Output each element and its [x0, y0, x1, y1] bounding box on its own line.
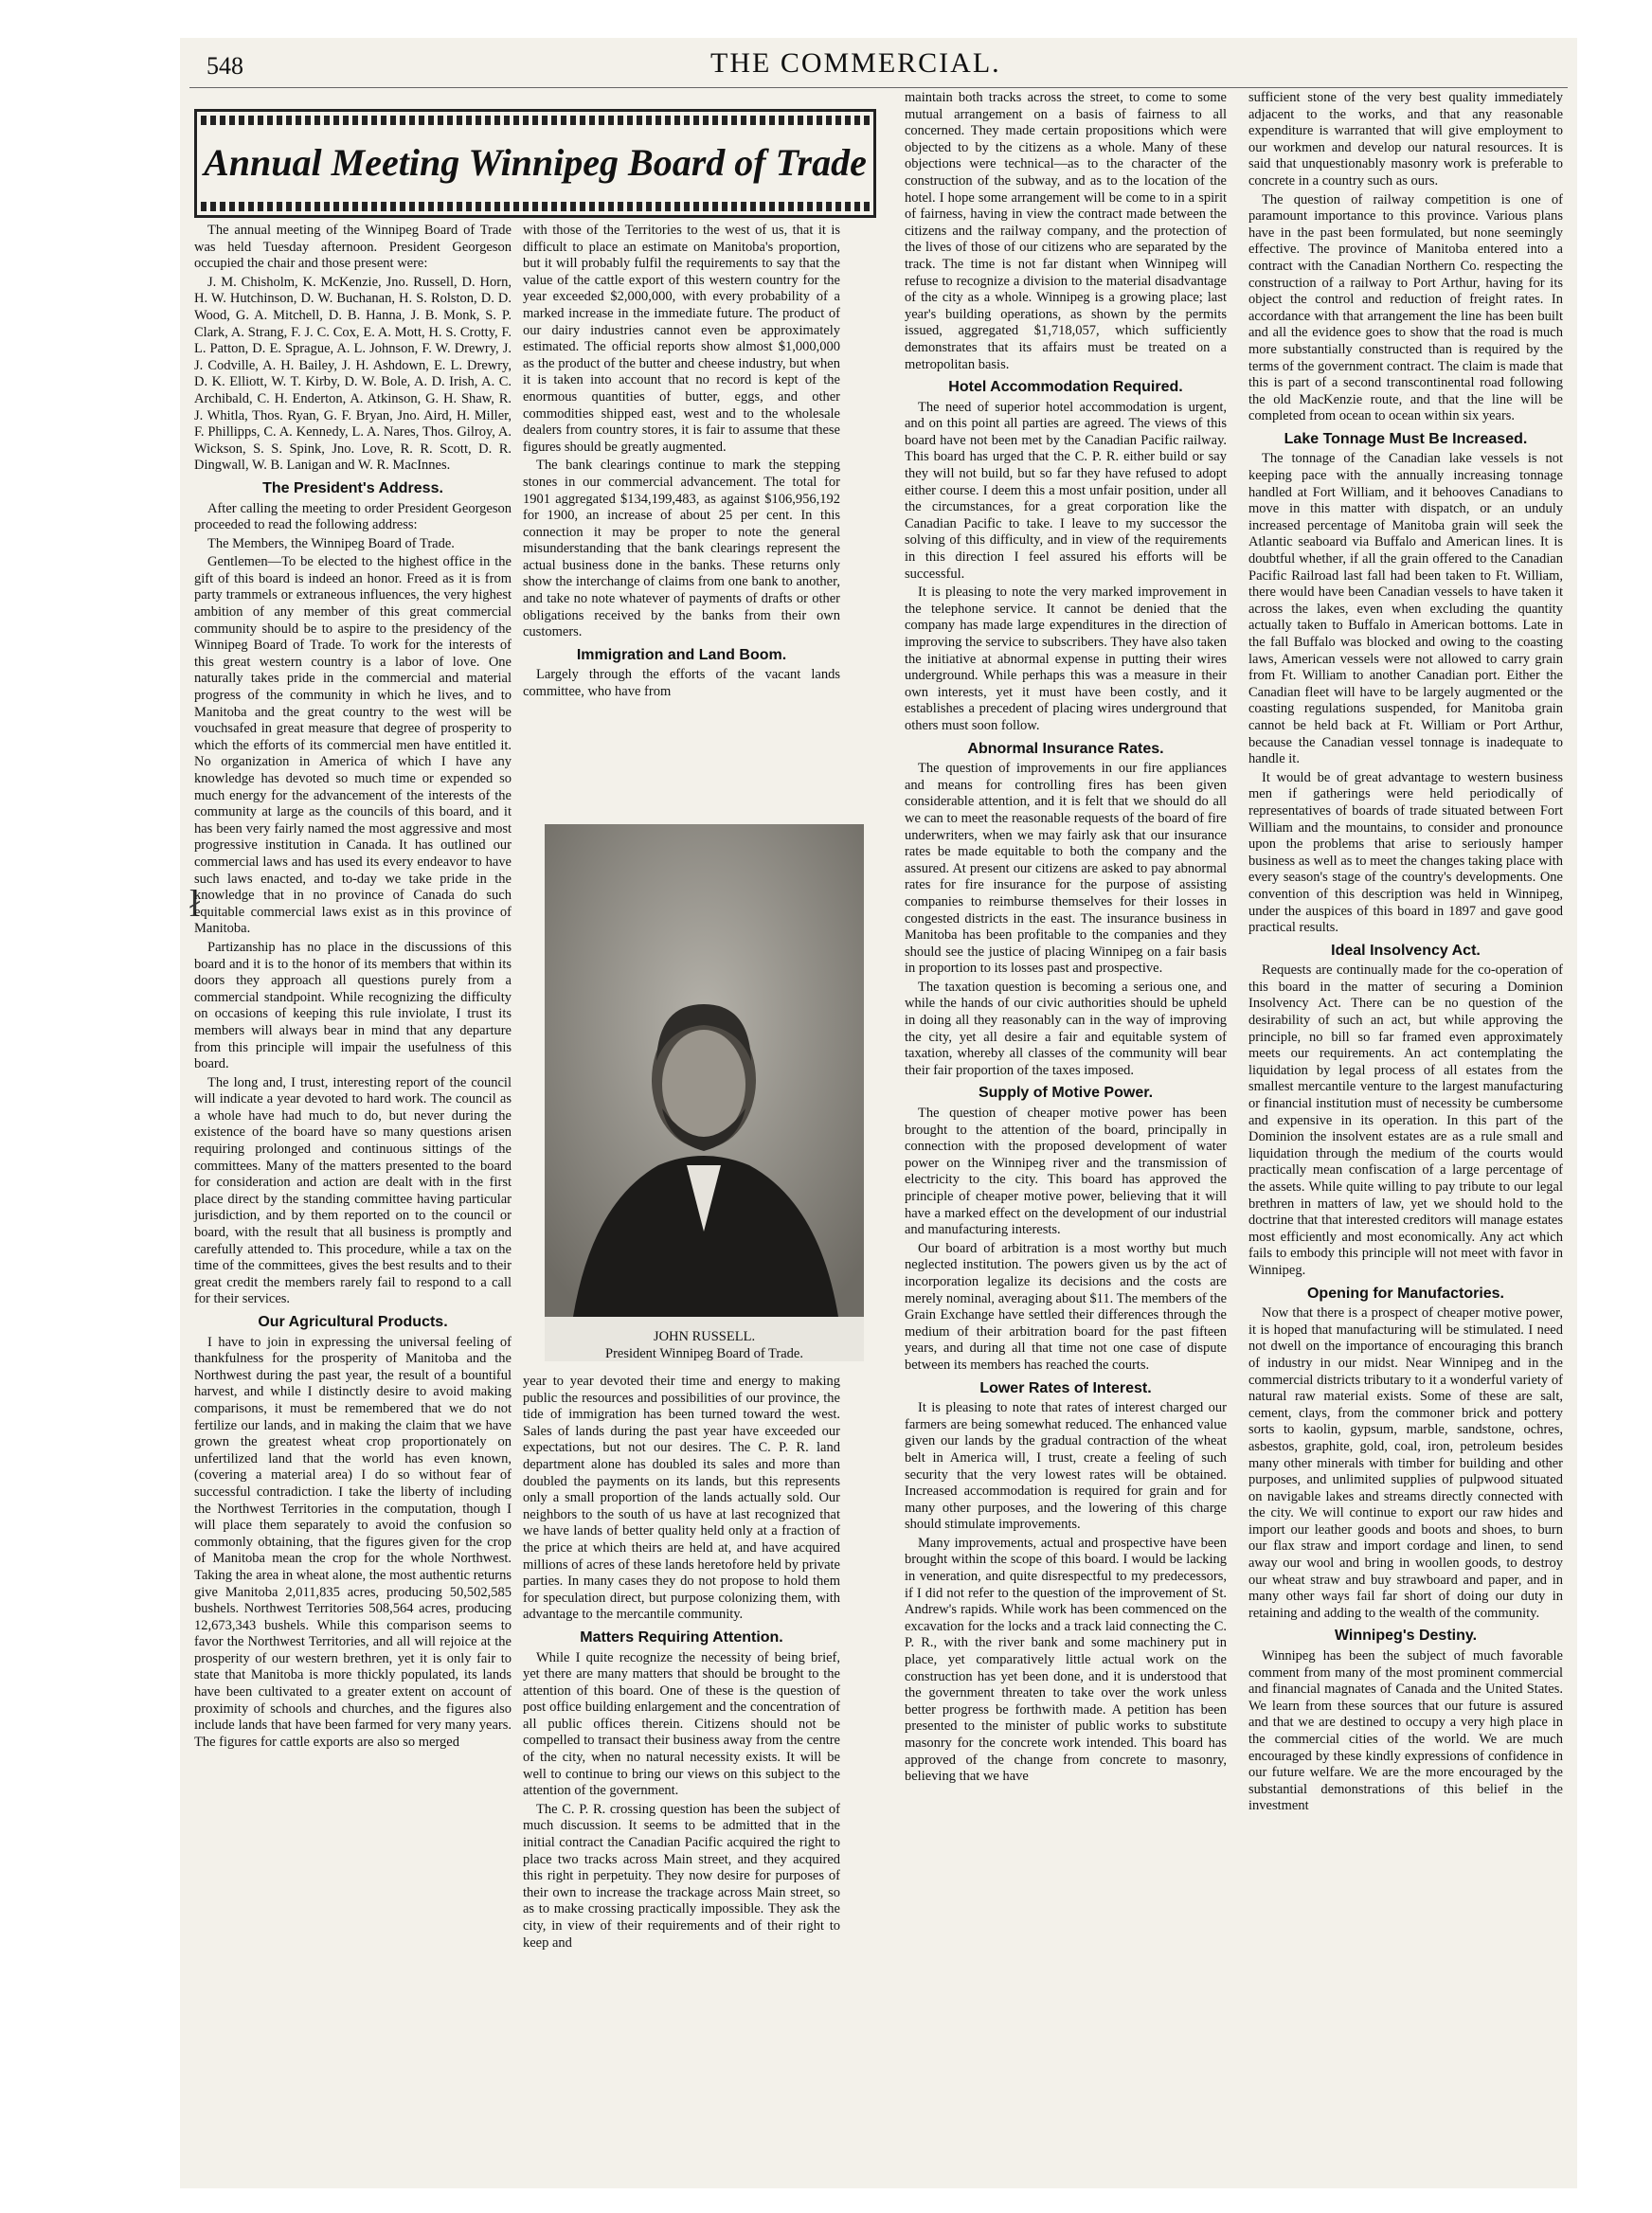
- heading-winnipegs-destiny: Winnipeg's Destiny.: [1334, 1628, 1478, 1645]
- header-rule: [189, 87, 1568, 88]
- heading-matters-requiring-attention: Matters Requiring Attention.: [580, 1628, 783, 1646]
- banner-border-bottom: [201, 202, 870, 211]
- paragraph: The bank clearings continue to mark the stepping stones in our commercial advancement. The total for 1901 aggregated $134,199,483, as against $106,956,192 for 1900, an increase of about 25 per cent. In this connection it may be proper to note the general misunderstanding that the bank clearings represent the actual business done in the banks. These returns only show the interchange of claims from one bank to another, and take no note whatever of payments of drafts or other obligations received by the banks from their own customers.: [523, 458, 840, 640]
- paragraph: The long and, I trust, interesting report of the council will indicate a year devoted to hard work. The council as a whole have had much to do, but never during the existence of the board have so many questions arisen requiring prolonged and continuous sittings of the committees. Many of the matters presented to the board for consideration and action are dealt with in the first place direct by the standing committee having particular jurisdiction, and by them reported on to the council or board, with the result that all business is promptly and carefully attended to. This procedure, while a tax on the time of the committees, gives the best results and to their great credit the members rarely fail to respond to a call for their services.: [194, 1074, 512, 1307]
- heading-presidents-address: The President's Address.: [262, 479, 443, 496]
- gutter-mark: ł: [189, 882, 201, 925]
- paragraph: The question of railway competition is one of paramount importance to this province. Various plans have in the past been formulated, but none seemingly effective. The province of Manitoba entered into a contract with the Canadian Northern Co. respecting the construction of a railway to Port Arthur, having for its object the control and reduction of freight rates. In accordance with that arrangement the line has been built and all the evidence goes to show that the road is much more substantially constructed than is required by the terms of the government contract. The claim is made that this is part of a second transcontinental road following the old MacKenzie route, and that the line will be completed from ocean to ocean within six years.: [1248, 191, 1563, 424]
- paragraph: The question of improvements in our fire appliances and means for controlling fires has been given considerable attention, and it is felt that we should do all we can to meet the reasonable requests of the board of fire underwriters, when we may fairly ask that our insurance rates be made equitable to both the company and the assured. At present our citizens are asked to pay abnormal rates for fire insurance for the purpose of assisting companies to reimburse themselves for their losses in congested districts in the east. The insurance business in Manitoba has been profitable to the companies and they should see the justice of placing Winnipeg on a fair basis in proportion to its losses past and prospective.: [905, 761, 1227, 977]
- paragraph: The tonnage of the Canadian lake vessels is not keeping pace with the annually increasing tonnage handled at Fort William, and it behooves Canadians to move in this matter with dispatch, or an unduly increased percentage of Manitoba grain will seek the Atlantic seaboard via Buffalo and American lines. It is doubtful whether, if all the grain offered to the Canadian Pacific Railroad last fall had been taken to Ft. William, there would have been Canadian vessels to have taken it across the lakes, even when excluding the quantity actually taken to Buffalo in American bottoms. Late in the fall Buffalo was blocked and owing to the coasting laws, American vessels were not allowed to carry grain from Ft. William to another Canadian port. Either the Canadian fleet will have to be largely augmented or the coasting regulations suspended, for Manitoba grain cannot be held back at Ft. William or Port Arthur, because the Canadian vessel tonnage is inadequate to handle it.: [1248, 451, 1563, 767]
- heading-ideal-insolvency-act: Ideal Insolvency Act.: [1331, 942, 1481, 959]
- column-3: [905, 90, 1227, 1788]
- column-2-bottom: [523, 1374, 840, 1953]
- paragraph: Now that there is a prospect of cheaper motive power, it is hoped that manufacturing will be stimulated. I need not dwell on the importance of encouraging this branch of industry in our midst. Near Winnipeg and in the commercial districts tributary to it a wonderful variety of natural raw material exists. Some of these are salt, cement, clays, from the commoner brick and pottery sorts to kaolin, gypsum, marble, sandstone, ochres, asbestos, graphite, gold, coal, iron, petroleum besides many other minerals with timber for building and other purposes, and unlimited supplies of pulpwood situated on navigable lakes and streams directly connected with the city. We will continue to export our raw hides and import our leather goods and boots and shoes, to burn our flax straw and import cordage and linen, to send away our wool and bring in woollen goods, to destroy our wheat straw and buy strawboard and paper, and in many other ways fail far short of doing our duty in retaining and adding to the wealth of the community.: [1248, 1305, 1563, 1621]
- salutation: The Members, the Winnipeg Board of Trade.: [207, 535, 455, 551]
- paragraph: The need of superior hotel accommodation is urgent, and on this point all parties are agreed. The views of this board have not been met by the Canadian Pacific railway. This board has urged that the C. P. R. either build or say they will not build, but so far they have refused to adopt either course. I deem this a most unfair position, under all the circumstances, for a great corporation like the Canadian Pacific to take. I leave to my successor the solving of this difficulty, and in view of the requirements in this direction I feel assured his efforts will be successful.: [905, 399, 1227, 582]
- column-2-top: [523, 223, 840, 703]
- heading-supply-of-motive-power: Supply of Motive Power.: [978, 1085, 1154, 1102]
- paragraph: Requests are continually made for the co-operation of this board in the matter of securing a Dominion Insolvency Act. There can be no question of the desirability of such an act, but while approving the principle, no bill so far framed even approximately meets our requirements. An act contemplating the liquidation by legal process of all estates from the smallest mercantile venture to the largest manufacturing or financial institution must of necessity be cumbersome and expensive in its operation. In this part of the Dominion the insolvent estates are as a rule small and liquidation through the medium of the courts would practically mean confiscation of a large percentage of the assets. While quite willing to pay tribute to our legal brethren in matters of law, yet we should hold to the doctrine that that interested creditors will manage estates most efficiently and most economically. Any act which fails to embody this principle will not meet with favor in Winnipeg.: [1248, 963, 1563, 1278]
- heading-abnormal-insurance-rates: Abnormal Insurance Rates.: [967, 740, 1164, 757]
- heading-immigration: Immigration and Land Boom.: [576, 646, 787, 663]
- portrait-name: JOHN RUSSELL.: [653, 1329, 756, 1344]
- paragraph: Winnipeg has been the subject of much favorable comment from many of the most prominent commercial and financial magnates of Canada and the United States. We learn from these sources that our future is assured and that we are destined to occupy a very high place in the commercial cities of the world. We are much encouraged by these kindly expressions of confidence in our future welfare. We are the more encouraged by the substantial demonstrations of this belief in the investment: [1248, 1648, 1563, 1814]
- paragraph: The C. P. R. crossing question has been the subject of much discussion. It seems to be admitted that in the initial contract the Canadian Pacific acquired the right to place two tracks across Main street, and they acquired this right in perpetuity. They now desire for purposes of their own to increase the trackage across Main street, so as to make crossing practically impossible. They ask the city, in view of their requirements and of their right to keep and: [523, 1801, 840, 1951]
- paragraph: maintain both tracks across the street, to come to some mutual arrangement on a basis of fairness to all concerned. They made certain propositions which were objected to by the citizens as a whole. Many of these objections were technical—as to the character of the construction of the subway, and as to the location of the hotel. I hope some arrangement will be come to in a spirit of fairness, having in view the contract made between the citizens and the railway company, and the protection of the lives of those of our citizens who are separated by the track. The time is not far distant when Winnipeg will refuse to recognize a division to the material disadvantage of the city as a whole. Winnipeg is a growing place; last year's building operations, as shown by the permits issued, aggregated $1,718,057, which sufficiently demonstrates that its affairs must be treated on a metropolitan basis.: [905, 90, 1227, 372]
- paragraph: It is pleasing to note that rates of interest charged our farmers are being somewhat reduced. The enhanced value given our lands by the gradual contraction of the wheat belt in America will, I trust, create a feeling of such security that the very lowest rates will be obtained. Increased accommodation is required for grain and for many other purposes, and the lowering of this charge should stimulate improvements.: [905, 1400, 1227, 1533]
- paragraph: year to year devoted their time and energy to making public the resources and possibilities of our province, the tide of immigration has been turned toward the west. Sales of lands during the past year have exceeded our expectations, but not our desires. The C. P. R. land department alone has doubled its sales and more than doubled the payments on its lands, but this represents only a small proportion of the lands actually sold. Our neighbors to the south of us have at last recognized that we have lands of better quality held only at a fraction of the price at which theirs are held at, and have acquired millions of acres of these lands heretofore held by private parties. In many cases they do not propose to hold them for speculation direct, but purpose colonizing them, with advantage to the mercantile community.: [523, 1374, 840, 1623]
- column-1: [194, 223, 512, 1753]
- paragraph: It is pleasing to note the very marked improvement in the telephone service. It cannot be denied that the company has made large expenditures in the direction of improving the service to subscribers. They have also taken the initiative at abnormal expense in putting their wires underground. While perhaps this was a measure in their own interests, yet it must have been costly, and it establishes a precedent of placing wires underground that others must soon follow.: [905, 585, 1227, 733]
- paragraph: Our board of arbitration is a most worthy but much neglected institution. The powers given us by the act of incorporation legalize its decisions and the costs are merely nominal, averaging about $11. The members of the Grain Exchange have settled their differences through the medium of their arbitration board for the past fifteen years, and during all that time not one case of dispute between its members has reached the courts.: [905, 1240, 1227, 1373]
- column-4: [1248, 90, 1563, 1817]
- heading-lake-tonnage: Lake Tonnage Must Be Increased.: [1284, 430, 1528, 447]
- newspaper-page: [180, 38, 1577, 2188]
- paragraph: The question of cheaper motive power has been brought to the attention of the board, principally in connection with the proposed development of water power on the Winnipeg river and the transmission of electricity to the city. This board has approved the principle of cheaper motive power, believing that it will have a marked effect on the development of our industrial and manufacturing interests.: [905, 1106, 1227, 1238]
- masthead: THE COMMERCIAL.: [710, 47, 1001, 79]
- portrait-photo: [545, 824, 864, 1317]
- paragraph: Gentlemen—To be elected to the highest office in the gift of this board is indeed an honor. Freed as it is from party trammels or extraneous influences, the very highest ambition of any member of this great commercial community should be to aspire to the presidency of the Winnipeg Board of Trade. To work for the interests of this great western country is a labor of love. One naturally takes pride in the commercial and material progress of the community in which he lives, and to Manitoba and the great country to the west will be vouchsafed in great measure that degree of prosperity to which the efforts of its commercial men have entitled it. No organization in America of which I have any knowledge has devoted so much time or expended so much energy for the advancement of the interests of the community at large as the councils of this board, and it has been very fairly named the most aggressive and most progressive institution in Canada. It has outlined our commercial laws and has used its every endeavor to have such laws enacted, and to-day we take pride in the knowledge that in no province of Canada do such equitable commercial laws exist as in this province of Manitoba.: [194, 554, 512, 937]
- paragraph: sufficient stone of the very best quality immediately adjacent to the works, and that any reasonable expenditure is warranted that will give employment to our workmen and develop our natural resources. It is said that unquestionably masonry work is preferable to concrete in a country such as ours.: [1248, 90, 1563, 189]
- address-intro: After calling the meeting to order President Georgeson proceeded to read the following address:: [194, 500, 512, 533]
- paragraph: I have to join in expressing the universal feeling of thankfulness for the prosperity of Manitoba and the Northwest during the past year, the result of a bountiful harvest, and while I distinctly desire to avoid making comparisons, it must be remembered that we do not fertilize our lands, and in making the claim that we have grown the greatest wheat crop proportionately on unfertilized land that the world has even known, (covering a material area) I do so without fear of successful contradiction. I take the liberty of including the Northwest Territories in the computation, though I will place them separately to avoid the confusion so commonly obtaining, that the figures given for the crop of Manitoba mean the crop for the whole Northwest. Taking the area in wheat alone, the most authentic returns give Manitoba 2,011,835 acres, producing 50,502,585 bushels. Northwest Territories 508,564 acres, producing 12,673,343 bushels. While this comparison seems to favor the Northwest Territories, and all will rejoice at the prosperity of our western brethren, yet it is only fair to state that Manitoba is more thickly populated, its lands have been cultivated to a greater extent on account of proximity of schools and churches, and the figures also include lands that have been farmed for very many years. The figures for cattle exports are also so merged: [194, 1334, 512, 1750]
- intro-paragraph: The annual meeting of the Winnipeg Board of Trade was held Tuesday afternoon. President Georgeson occupied the chair and those present were:: [194, 223, 512, 272]
- paragraph: Largely through the efforts of the vacant lands committee, who have from: [523, 667, 840, 700]
- paragraph: It would be of great advantage to western business men if gatherings were held periodically of representatives of boards of trade situated between Fort William and the mountains, to consider and pronounce upon the problems that arise to seriously hamper business as well as to meet the changes taking place with every season's stage of the country's developments. One convention of this description was held in Winnipeg, under the auspices of this board in 1897 and gave good practical results.: [1248, 769, 1563, 936]
- headline-banner: [194, 109, 876, 218]
- heading-opening-for-manufactories: Opening for Manufactories.: [1306, 1285, 1504, 1302]
- attendees-list: J. M. Chisholm, K. McKenzie, Jno. Russell, D. Horn, H. W. Hutchinson, D. W. Buchanan, H. S. Rolston, D. D. Wood, G. A. Mitchell, D. B. Hanna, J. B. Monk, S. P. Clark, A. Strang, F. J. C. Cox, E. A. Mott, H. S. Crotty, F. L. Patton, D. E. Sprague, A. L. Johnson, F. W. Drewry, J. J. Codville, A. H. Bailey, J. H. Ashdown, E. L. Drewry, D. K. Elliott, W. T. Kirby, D. W. Bole, A. D. Irish, A. C. Archibald, C. H. Enderton, A. Atkinson, G. H. Shaw, R. J. Whitla, Thos. Ryan, G. F. Bryan, Jno. Aird, H. Miller, F. Phillipps, C. A. Kennedy, L. A. Nares, Thos. Gilroy, A. Wickson, S. S. Spink, Jno. Love, R. R. Scott, D. R. Dingwall, W. B. Lanigan and W. R. MacInnes.: [194, 274, 512, 474]
- heading-lower-rates-of-interest: Lower Rates of Interest.: [979, 1379, 1152, 1396]
- portrait-caption: [545, 1328, 864, 1362]
- portrait-title: President Winnipeg Board of Trade.: [605, 1346, 803, 1361]
- portrait-figure: [545, 824, 864, 1361]
- portrait-photo-drawing: [545, 824, 864, 1317]
- paragraph: with those of the Territories to the west of us, that it is difficult to place an estimate on Manitoba's proportion, but it will probably fulfil the requirements to say that the value of the cattle export of this western country for the year exceeded $2,000,000, with every probability of a marked increase in the immediate future. The product of our dairy industries cannot even be approximately estimated. The official reports show almost $1,000,000 as the product of the butter and cheese industry, but when it is taken into account that no record is kept of the enormous quantities of butter, eggs, and other commodities shipped east, west and to the wholesale dealers from country stores, it is fair to assume that these figures should be greatly augmented.: [523, 223, 840, 455]
- headline: Annual Meeting Winnipeg Board of Trade: [204, 141, 867, 184]
- page-number: 548: [206, 52, 243, 80]
- banner-border-top: [201, 116, 870, 125]
- paragraph: Partizanship has no place in the discussions of this board and it is to the honor of its members that within its doors they approach all questions purely from a commercial standpoint. While recognizing the difficulty on occasions of keeping this rule inviolate, I trust its members will always bear in mind that any departure from this principle will impair the usefulness of this board.: [194, 939, 512, 1072]
- heading-hotel-accommodation: Hotel Accommodation Required.: [948, 379, 1183, 396]
- paragraph: The taxation question is becoming a serious one, and while the hands of our civic authorities should be upheld in doing all they reasonably can in the way of improving the city, yet all desire a fair and equitable system of taxation, whereby all classes of the community will bear their fair proportion of the taxes imposed.: [905, 979, 1227, 1078]
- heading-agricultural-products: Our Agricultural Products.: [258, 1314, 448, 1330]
- paragraph: Many improvements, actual and prospective have been brought within the scope of this board. I would be lacking in veneration, and quite disrespectful to my predecessors, if I did not refer to the question of the improvement of St. Andrew's rapids. While work has been commenced on the excavation for the locks and a track laid connecting the C. P. R., with the river bank and some machinery put in place, yet comparatively little actual work on the construction has yet been done, and it is understood that the government threaten to take over the work unless better progress be forthwith made. A petition has been presented to the minister of public works to substitute masonry for the concrete work intended. This board has approved of the change from concrete to masonry, believing that we have: [905, 1535, 1227, 1785]
- paragraph: While I quite recognize the necessity of being brief, yet there are many matters that should be brought to the attention of this board. One of these is the question of post office building enlargement and the concentration of all public offices therein. Citizens should not be compelled to transact their business away from the centre of the city, when no natural necessity exists. It will be well to continue to bring our views on this subject to the attention of the government.: [523, 1649, 840, 1799]
